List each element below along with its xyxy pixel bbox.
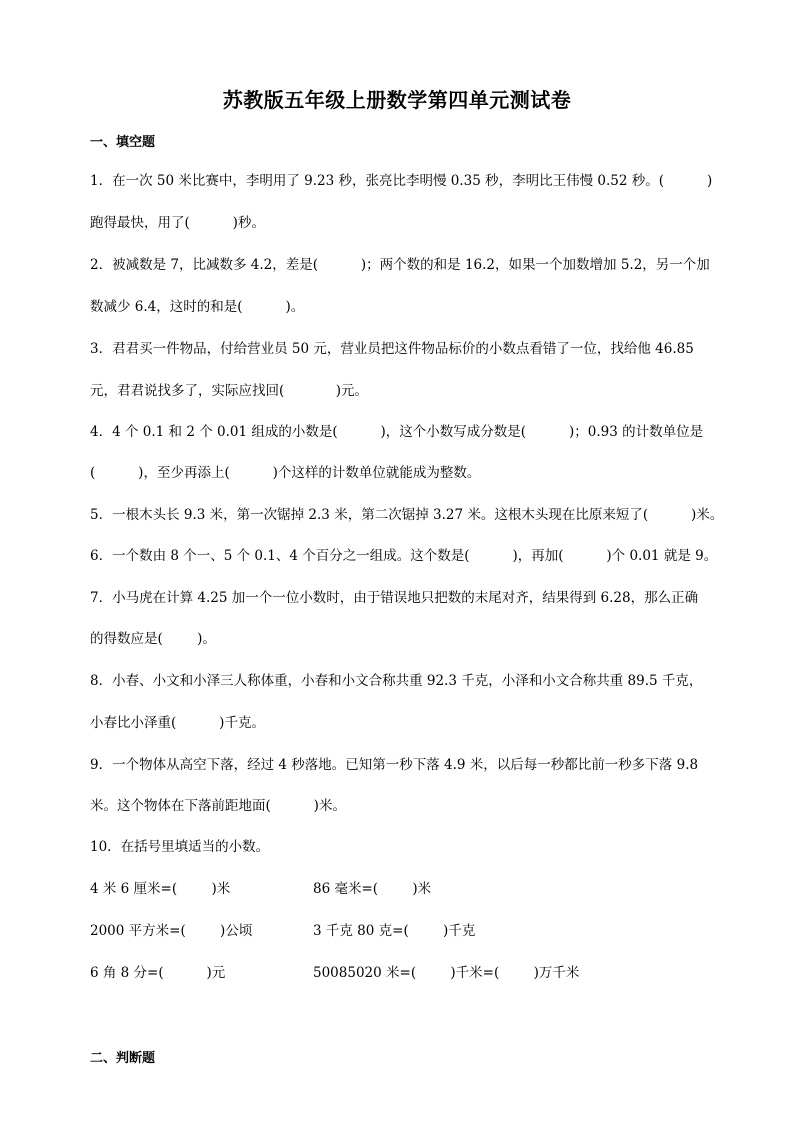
question-7-line-2: 的得数应是( )。 — [90, 631, 216, 647]
question-2-line-1: 2．被减数是 7，比减数多 4.2，差是( )；两个数的和是 16.2，如果一个加数增加 5.2，另一个加 — [90, 257, 710, 273]
question-10-item-right-2: 3 千克 80 克=( )千克 — [313, 923, 476, 939]
section-heading-judge: 二、判断题 — [90, 1051, 156, 1066]
question-7-line-1: 7．小马虎在计算 4.25 加一个一位小数时，由于错误地只把数的末尾对齐，结果得到 6.28，那么正确 — [90, 590, 699, 606]
question-10-item-left-2: 2000 平方米=( )公顷 — [90, 923, 253, 939]
question-1-line-2: 跑得最快，用了( )秒。 — [90, 215, 265, 231]
section-heading-fill-blank: 一、填空题 — [90, 135, 156, 150]
question-9-line-2: 米。这个物体在下落前距地面( )米。 — [90, 798, 346, 814]
question-8-line-1: 8．小春、小文和小泽三人称体重，小春和小文合称共重 92.3 千克，小泽和小文合称共重 89.5 千克， — [90, 673, 703, 689]
question-2-line-2: 数减少 6.4，这时的和是( )。 — [90, 299, 305, 315]
page-title: 苏教版五年级上册数学第四单元测试卷 — [222, 88, 572, 112]
question-6-line-1: 6．一个数由 8 个一、5 个 0.1、4 个百分之一组成。这个数是( )，再加( )个 0.01 就是 9。 — [90, 548, 718, 564]
question-5-line-1: 5．一根木头长 9.3 米，第一次锯掉 2.3 米，第二次锯掉 3.27 米。这根木头现在比原来短了( )米。 — [90, 507, 724, 523]
question-8-line-2: 小春比小泽重( )千克。 — [90, 715, 265, 731]
question-10-item-right-3: 50085020 米=( )千米=( )万千米 — [313, 965, 580, 981]
question-10-item-right-1: 86 毫米=( )米 — [313, 881, 432, 897]
question-10-item-left-3: 6 角 8 分=( )元 — [90, 965, 226, 981]
question-10-item-left-1: 4 米 6 厘米=( )米 — [90, 881, 231, 897]
question-3-line-1: 3．君君买一件物品，付给营业员 50 元，营业员把这件物品标价的小数点看错了一位，找给他 46.85 — [90, 341, 694, 357]
question-9-line-1: 9．一个物体从高空下落，经过 4 秒落地。已知第一秒下落 4.9 米，以后每一秒都比前一秒多下落 9.8 — [90, 757, 699, 773]
question-4-line-2: ( )，至少再添上( )个这样的计数单位就能成为整数。 — [90, 465, 481, 481]
question-3-line-2: 元，君君说找多了，实际应找回( )元。 — [90, 383, 369, 399]
question-4-line-1: 4．4 个 0.1 和 2 个 0.01 组成的小数是( )，这个小数写成分数是( )；0.93 的计数单位是 — [90, 424, 704, 440]
question-1-line-1: 1．在一次 50 米比赛中，李明用了 9.23 秒，张亮比李明慢 0.35 秒，李明比王伟慢 0.52 秒。( ) — [90, 173, 713, 189]
question-10-line-1: 10．在括号里填适当的小数。 — [90, 839, 270, 855]
